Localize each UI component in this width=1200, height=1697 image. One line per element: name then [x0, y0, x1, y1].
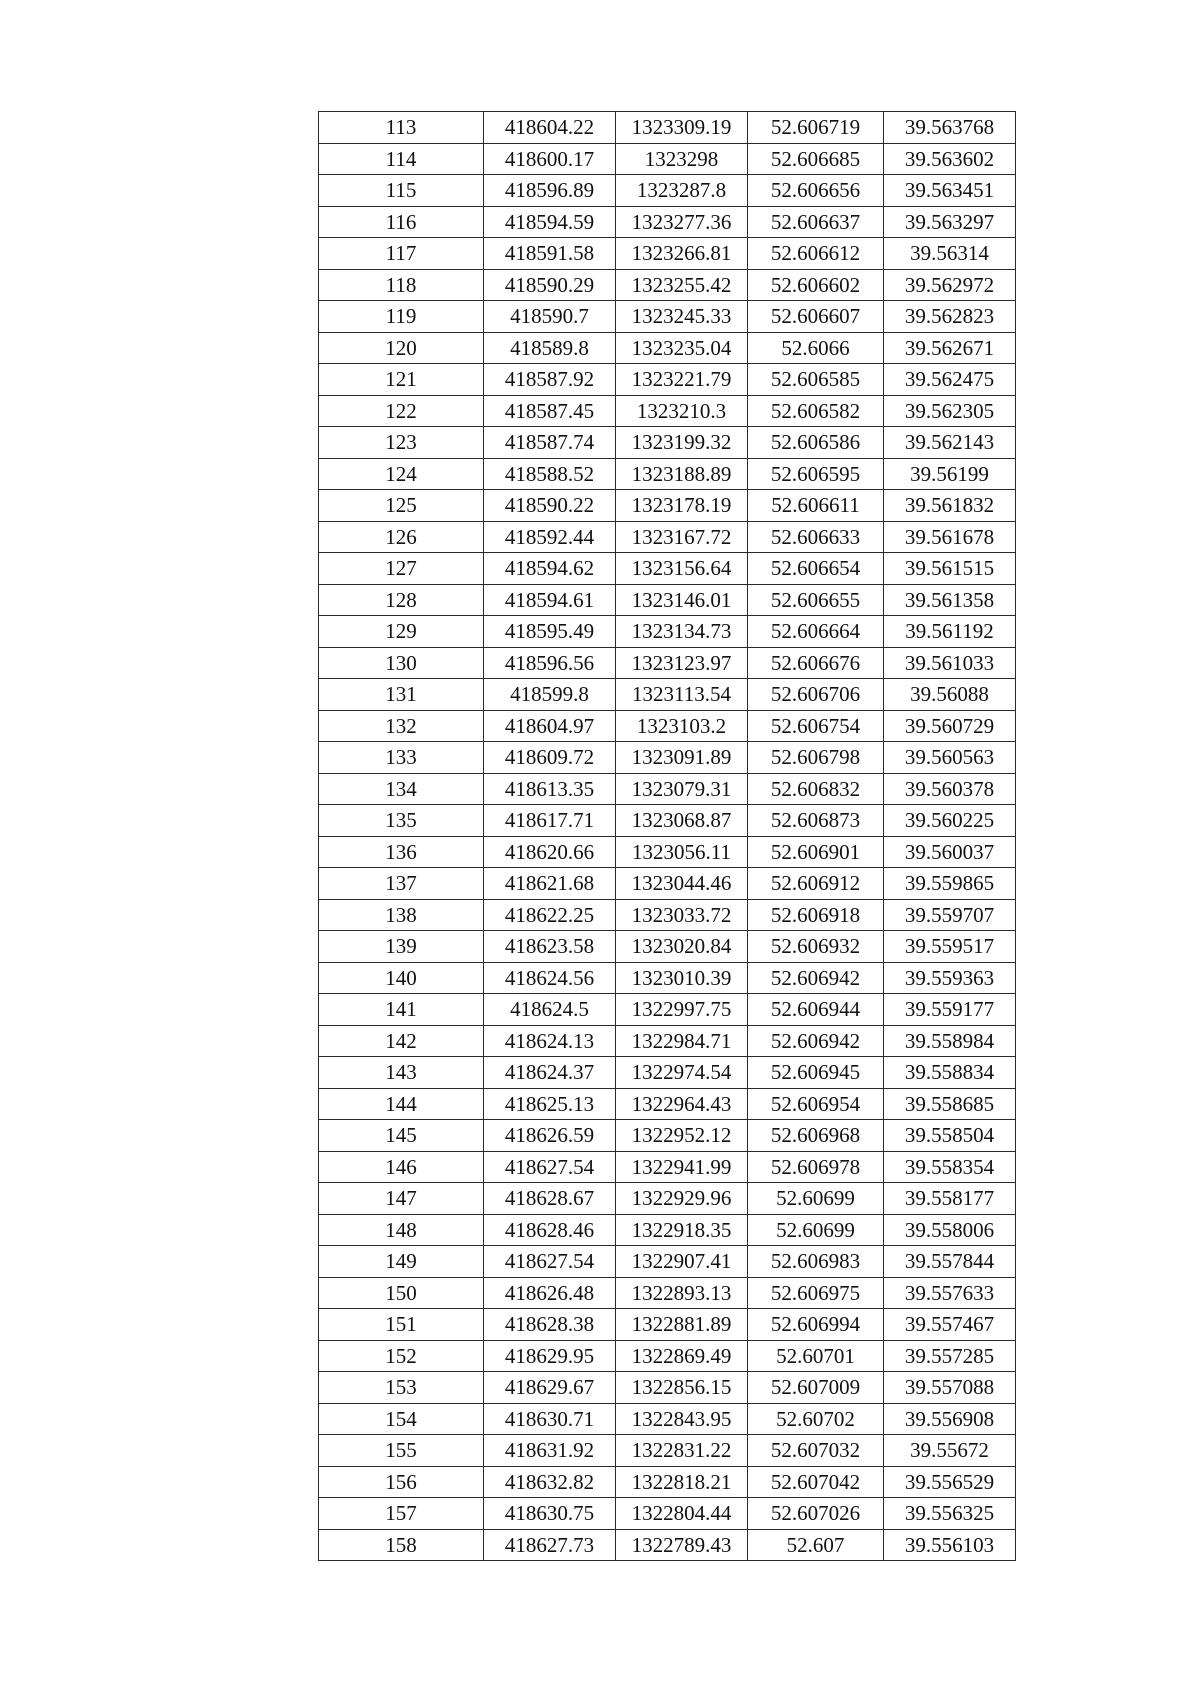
table-row	[319, 584, 1016, 616]
point-number-cell: 140	[319, 962, 484, 994]
longitude-cell: 39.557088	[884, 1372, 1016, 1404]
point-number-cell: 156	[319, 1466, 484, 1498]
longitude-cell: 39.557633	[884, 1277, 1016, 1309]
point-number-cell: 134	[319, 773, 484, 805]
point-number-cell: 133	[319, 742, 484, 774]
latitude-cell: 52.607042	[748, 1466, 884, 1498]
point-number-cell: 152	[319, 1340, 484, 1372]
x-coordinate-cell: 418590.29	[484, 269, 616, 301]
latitude-cell: 52.60701	[748, 1340, 884, 1372]
y-coordinate-cell: 1322984.71	[616, 1025, 748, 1057]
table-row	[319, 175, 1016, 207]
x-coordinate-cell: 418590.7	[484, 301, 616, 333]
x-coordinate-cell: 418628.46	[484, 1214, 616, 1246]
latitude-cell: 52.606685	[748, 143, 884, 175]
y-coordinate-cell: 1322952.12	[616, 1120, 748, 1152]
y-coordinate-cell: 1323044.46	[616, 868, 748, 900]
table-row	[319, 490, 1016, 522]
y-coordinate-cell: 1322893.13	[616, 1277, 748, 1309]
y-coordinate-cell: 1322929.96	[616, 1183, 748, 1215]
table-row	[319, 1372, 1016, 1404]
x-coordinate-cell: 418595.49	[484, 616, 616, 648]
latitude-cell: 52.606719	[748, 112, 884, 144]
latitude-cell: 52.606656	[748, 175, 884, 207]
latitude-cell: 52.606832	[748, 773, 884, 805]
y-coordinate-cell: 1322804.44	[616, 1498, 748, 1530]
table-row	[319, 994, 1016, 1026]
x-coordinate-cell: 418588.52	[484, 458, 616, 490]
x-coordinate-cell: 418629.95	[484, 1340, 616, 1372]
table-row	[319, 1183, 1016, 1215]
table-row	[319, 395, 1016, 427]
latitude-cell: 52.606918	[748, 899, 884, 931]
x-coordinate-cell: 418609.72	[484, 742, 616, 774]
latitude-cell: 52.606983	[748, 1246, 884, 1278]
longitude-cell: 39.563297	[884, 206, 1016, 238]
x-coordinate-cell: 418613.35	[484, 773, 616, 805]
latitude-cell: 52.606611	[748, 490, 884, 522]
y-coordinate-cell: 1322964.43	[616, 1088, 748, 1120]
y-coordinate-cell: 1322997.75	[616, 994, 748, 1026]
point-number-cell: 130	[319, 647, 484, 679]
point-number-cell: 139	[319, 931, 484, 963]
x-coordinate-cell: 418604.97	[484, 710, 616, 742]
y-coordinate-cell: 1323188.89	[616, 458, 748, 490]
y-coordinate-cell: 1322869.49	[616, 1340, 748, 1372]
y-coordinate-cell: 1323156.64	[616, 553, 748, 585]
table-row	[319, 1435, 1016, 1467]
table-row	[319, 805, 1016, 837]
point-number-cell: 138	[319, 899, 484, 931]
table-row	[319, 773, 1016, 805]
table-row	[319, 1340, 1016, 1372]
latitude-cell: 52.606612	[748, 238, 884, 270]
latitude-cell: 52.606586	[748, 427, 884, 459]
longitude-cell: 39.562823	[884, 301, 1016, 333]
point-number-cell: 123	[319, 427, 484, 459]
longitude-cell: 39.561033	[884, 647, 1016, 679]
table-row	[319, 238, 1016, 270]
longitude-cell: 39.559363	[884, 962, 1016, 994]
point-number-cell: 121	[319, 364, 484, 396]
x-coordinate-cell: 418587.74	[484, 427, 616, 459]
x-coordinate-cell: 418627.54	[484, 1151, 616, 1183]
table-row	[319, 1057, 1016, 1089]
longitude-cell: 39.558504	[884, 1120, 1016, 1152]
longitude-cell: 39.559177	[884, 994, 1016, 1026]
y-coordinate-cell: 1322856.15	[616, 1372, 748, 1404]
table-row	[319, 742, 1016, 774]
longitude-cell: 39.558006	[884, 1214, 1016, 1246]
latitude-cell: 52.606994	[748, 1309, 884, 1341]
y-coordinate-cell: 1323287.8	[616, 175, 748, 207]
longitude-cell: 39.560729	[884, 710, 1016, 742]
y-coordinate-cell: 1323277.36	[616, 206, 748, 238]
x-coordinate-cell: 418594.61	[484, 584, 616, 616]
x-coordinate-cell: 418627.73	[484, 1529, 616, 1561]
latitude-cell: 52.606945	[748, 1057, 884, 1089]
latitude-cell: 52.606873	[748, 805, 884, 837]
latitude-cell: 52.606942	[748, 962, 884, 994]
point-number-cell: 143	[319, 1057, 484, 1089]
longitude-cell: 39.56088	[884, 679, 1016, 711]
table-row	[319, 364, 1016, 396]
y-coordinate-cell: 1323178.19	[616, 490, 748, 522]
latitude-cell: 52.606912	[748, 868, 884, 900]
latitude-cell: 52.606754	[748, 710, 884, 742]
latitude-cell: 52.606654	[748, 553, 884, 585]
table-row	[319, 143, 1016, 175]
point-number-cell: 137	[319, 868, 484, 900]
latitude-cell: 52.606978	[748, 1151, 884, 1183]
longitude-cell: 39.558834	[884, 1057, 1016, 1089]
x-coordinate-cell: 418596.56	[484, 647, 616, 679]
y-coordinate-cell: 1323235.04	[616, 332, 748, 364]
longitude-cell: 39.56314	[884, 238, 1016, 270]
longitude-cell: 39.556325	[884, 1498, 1016, 1530]
x-coordinate-cell: 418587.92	[484, 364, 616, 396]
x-coordinate-cell: 418594.59	[484, 206, 616, 238]
y-coordinate-cell: 1322907.41	[616, 1246, 748, 1278]
longitude-cell: 39.561678	[884, 521, 1016, 553]
x-coordinate-cell: 418622.25	[484, 899, 616, 931]
x-coordinate-cell: 418630.75	[484, 1498, 616, 1530]
point-number-cell: 158	[319, 1529, 484, 1561]
longitude-cell: 39.556529	[884, 1466, 1016, 1498]
table-row	[319, 1277, 1016, 1309]
x-coordinate-cell: 418632.82	[484, 1466, 616, 1498]
point-number-cell: 144	[319, 1088, 484, 1120]
x-coordinate-cell: 418629.67	[484, 1372, 616, 1404]
table-row	[319, 1403, 1016, 1435]
point-number-cell: 157	[319, 1498, 484, 1530]
longitude-cell: 39.558177	[884, 1183, 1016, 1215]
y-coordinate-cell: 1323309.19	[616, 112, 748, 144]
table-row	[319, 1498, 1016, 1530]
x-coordinate-cell: 418621.68	[484, 868, 616, 900]
point-number-cell: 127	[319, 553, 484, 585]
y-coordinate-cell: 1323091.89	[616, 742, 748, 774]
latitude-cell: 52.606582	[748, 395, 884, 427]
x-coordinate-cell: 418624.37	[484, 1057, 616, 1089]
longitude-cell: 39.563768	[884, 112, 1016, 144]
point-number-cell: 153	[319, 1372, 484, 1404]
table-row	[319, 1309, 1016, 1341]
point-number-cell: 122	[319, 395, 484, 427]
y-coordinate-cell: 1322941.99	[616, 1151, 748, 1183]
longitude-cell: 39.562475	[884, 364, 1016, 396]
longitude-cell: 39.557467	[884, 1309, 1016, 1341]
x-coordinate-cell: 418627.54	[484, 1246, 616, 1278]
table-row	[319, 647, 1016, 679]
point-number-cell: 146	[319, 1151, 484, 1183]
x-coordinate-cell: 418628.67	[484, 1183, 616, 1215]
x-coordinate-cell: 418623.58	[484, 931, 616, 963]
longitude-cell: 39.560378	[884, 773, 1016, 805]
longitude-cell: 39.562972	[884, 269, 1016, 301]
y-coordinate-cell: 1323020.84	[616, 931, 748, 963]
table-row	[319, 458, 1016, 490]
latitude-cell: 52.606602	[748, 269, 884, 301]
latitude-cell: 52.606901	[748, 836, 884, 868]
latitude-cell: 52.607	[748, 1529, 884, 1561]
latitude-cell: 52.606676	[748, 647, 884, 679]
point-number-cell: 132	[319, 710, 484, 742]
x-coordinate-cell: 418631.92	[484, 1435, 616, 1467]
x-coordinate-cell: 418596.89	[484, 175, 616, 207]
y-coordinate-cell: 1323245.33	[616, 301, 748, 333]
y-coordinate-cell: 1322974.54	[616, 1057, 748, 1089]
table-row	[319, 616, 1016, 648]
latitude-cell: 52.606607	[748, 301, 884, 333]
point-number-cell: 151	[319, 1309, 484, 1341]
table-row	[319, 962, 1016, 994]
y-coordinate-cell: 1322818.21	[616, 1466, 748, 1498]
latitude-cell: 52.60702	[748, 1403, 884, 1435]
table-row	[319, 427, 1016, 459]
latitude-cell: 52.606706	[748, 679, 884, 711]
point-number-cell: 114	[319, 143, 484, 175]
table-row	[319, 112, 1016, 144]
x-coordinate-cell: 418594.62	[484, 553, 616, 585]
table-row	[319, 1466, 1016, 1498]
point-number-cell: 117	[319, 238, 484, 270]
point-number-cell: 142	[319, 1025, 484, 1057]
table-row	[319, 1214, 1016, 1246]
y-coordinate-cell: 1323146.01	[616, 584, 748, 616]
longitude-cell: 39.558685	[884, 1088, 1016, 1120]
y-coordinate-cell: 1322843.95	[616, 1403, 748, 1435]
latitude-cell: 52.606932	[748, 931, 884, 963]
x-coordinate-cell: 418628.38	[484, 1309, 616, 1341]
longitude-cell: 39.560225	[884, 805, 1016, 837]
y-coordinate-cell: 1323298	[616, 143, 748, 175]
table-row	[319, 553, 1016, 585]
longitude-cell: 39.562143	[884, 427, 1016, 459]
longitude-cell: 39.557285	[884, 1340, 1016, 1372]
point-number-cell: 115	[319, 175, 484, 207]
latitude-cell: 52.606655	[748, 584, 884, 616]
longitude-cell: 39.559517	[884, 931, 1016, 963]
y-coordinate-cell: 1322789.43	[616, 1529, 748, 1561]
point-number-cell: 120	[319, 332, 484, 364]
x-coordinate-cell: 418617.71	[484, 805, 616, 837]
point-number-cell: 113	[319, 112, 484, 144]
latitude-cell: 52.607032	[748, 1435, 884, 1467]
point-number-cell: 155	[319, 1435, 484, 1467]
latitude-cell: 52.606942	[748, 1025, 884, 1057]
longitude-cell: 39.56199	[884, 458, 1016, 490]
longitude-cell: 39.561515	[884, 553, 1016, 585]
longitude-cell: 39.556103	[884, 1529, 1016, 1561]
table-row	[319, 679, 1016, 711]
longitude-cell: 39.563602	[884, 143, 1016, 175]
coordinates-table-body	[319, 112, 1016, 1561]
point-number-cell: 135	[319, 805, 484, 837]
x-coordinate-cell: 418625.13	[484, 1088, 616, 1120]
point-number-cell: 119	[319, 301, 484, 333]
latitude-cell: 52.60699	[748, 1214, 884, 1246]
longitude-cell: 39.562671	[884, 332, 1016, 364]
point-number-cell: 154	[319, 1403, 484, 1435]
latitude-cell: 52.606595	[748, 458, 884, 490]
longitude-cell: 39.557844	[884, 1246, 1016, 1278]
point-number-cell: 148	[319, 1214, 484, 1246]
x-coordinate-cell: 418587.45	[484, 395, 616, 427]
y-coordinate-cell: 1323113.54	[616, 679, 748, 711]
longitude-cell: 39.563451	[884, 175, 1016, 207]
y-coordinate-cell: 1323134.73	[616, 616, 748, 648]
table-row	[319, 1120, 1016, 1152]
latitude-cell: 52.606637	[748, 206, 884, 238]
table-row	[319, 710, 1016, 742]
point-number-cell: 129	[319, 616, 484, 648]
table-row	[319, 332, 1016, 364]
point-number-cell: 116	[319, 206, 484, 238]
longitude-cell: 39.559707	[884, 899, 1016, 931]
point-number-cell: 147	[319, 1183, 484, 1215]
table-row	[319, 1088, 1016, 1120]
y-coordinate-cell: 1323199.32	[616, 427, 748, 459]
y-coordinate-cell: 1323033.72	[616, 899, 748, 931]
y-coordinate-cell: 1323221.79	[616, 364, 748, 396]
y-coordinate-cell: 1323167.72	[616, 521, 748, 553]
x-coordinate-cell: 418599.8	[484, 679, 616, 711]
y-coordinate-cell: 1322831.22	[616, 1435, 748, 1467]
x-coordinate-cell: 418592.44	[484, 521, 616, 553]
point-number-cell: 124	[319, 458, 484, 490]
table-row	[319, 931, 1016, 963]
point-number-cell: 131	[319, 679, 484, 711]
y-coordinate-cell: 1323123.97	[616, 647, 748, 679]
x-coordinate-cell: 418591.58	[484, 238, 616, 270]
table-row	[319, 521, 1016, 553]
x-coordinate-cell: 418589.8	[484, 332, 616, 364]
longitude-cell: 39.556908	[884, 1403, 1016, 1435]
x-coordinate-cell: 418626.59	[484, 1120, 616, 1152]
table-row	[319, 1529, 1016, 1561]
y-coordinate-cell: 1322918.35	[616, 1214, 748, 1246]
point-number-cell: 125	[319, 490, 484, 522]
x-coordinate-cell: 418626.48	[484, 1277, 616, 1309]
table-row	[319, 301, 1016, 333]
point-number-cell: 126	[319, 521, 484, 553]
y-coordinate-cell: 1323103.2	[616, 710, 748, 742]
latitude-cell: 52.606975	[748, 1277, 884, 1309]
latitude-cell: 52.60699	[748, 1183, 884, 1215]
longitude-cell: 39.559865	[884, 868, 1016, 900]
y-coordinate-cell: 1323068.87	[616, 805, 748, 837]
latitude-cell: 52.606633	[748, 521, 884, 553]
longitude-cell: 39.561192	[884, 616, 1016, 648]
latitude-cell: 52.606954	[748, 1088, 884, 1120]
point-number-cell: 128	[319, 584, 484, 616]
y-coordinate-cell: 1323010.39	[616, 962, 748, 994]
x-coordinate-cell: 418624.13	[484, 1025, 616, 1057]
point-number-cell: 136	[319, 836, 484, 868]
longitude-cell: 39.55672	[884, 1435, 1016, 1467]
latitude-cell: 52.606664	[748, 616, 884, 648]
x-coordinate-cell: 418630.71	[484, 1403, 616, 1435]
point-number-cell: 141	[319, 994, 484, 1026]
longitude-cell: 39.561832	[884, 490, 1016, 522]
coordinates-table	[318, 111, 1016, 1561]
table-row	[319, 899, 1016, 931]
table-row	[319, 868, 1016, 900]
table-row	[319, 206, 1016, 238]
table-row	[319, 836, 1016, 868]
x-coordinate-cell: 418590.22	[484, 490, 616, 522]
x-coordinate-cell: 418604.22	[484, 112, 616, 144]
y-coordinate-cell: 1322881.89	[616, 1309, 748, 1341]
longitude-cell: 39.558984	[884, 1025, 1016, 1057]
x-coordinate-cell: 418620.66	[484, 836, 616, 868]
longitude-cell: 39.560037	[884, 836, 1016, 868]
latitude-cell: 52.607026	[748, 1498, 884, 1530]
latitude-cell: 52.606944	[748, 994, 884, 1026]
table-row	[319, 1246, 1016, 1278]
latitude-cell: 52.606968	[748, 1120, 884, 1152]
table-row	[319, 1025, 1016, 1057]
table-row	[319, 1151, 1016, 1183]
longitude-cell: 39.561358	[884, 584, 1016, 616]
y-coordinate-cell: 1323056.11	[616, 836, 748, 868]
point-number-cell: 150	[319, 1277, 484, 1309]
x-coordinate-cell: 418624.5	[484, 994, 616, 1026]
table-row	[319, 269, 1016, 301]
x-coordinate-cell: 418600.17	[484, 143, 616, 175]
y-coordinate-cell: 1323079.31	[616, 773, 748, 805]
longitude-cell: 39.562305	[884, 395, 1016, 427]
latitude-cell: 52.607009	[748, 1372, 884, 1404]
latitude-cell: 52.606798	[748, 742, 884, 774]
point-number-cell: 145	[319, 1120, 484, 1152]
y-coordinate-cell: 1323255.42	[616, 269, 748, 301]
y-coordinate-cell: 1323266.81	[616, 238, 748, 270]
latitude-cell: 52.6066	[748, 332, 884, 364]
x-coordinate-cell: 418624.56	[484, 962, 616, 994]
y-coordinate-cell: 1323210.3	[616, 395, 748, 427]
point-number-cell: 118	[319, 269, 484, 301]
latitude-cell: 52.606585	[748, 364, 884, 396]
point-number-cell: 149	[319, 1246, 484, 1278]
longitude-cell: 39.560563	[884, 742, 1016, 774]
longitude-cell: 39.558354	[884, 1151, 1016, 1183]
